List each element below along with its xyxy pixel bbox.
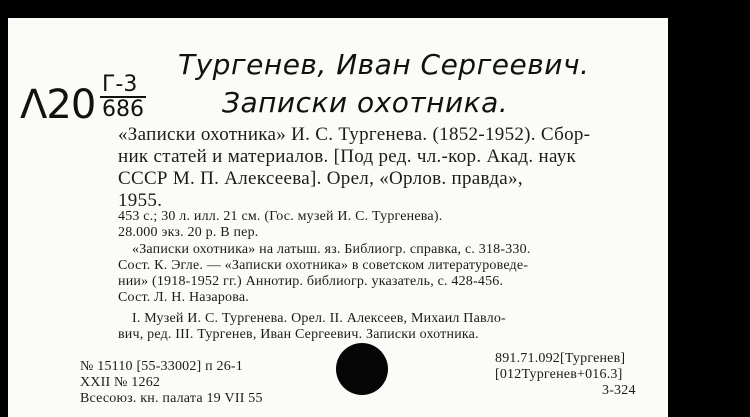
handwritten-author: Тургенев, Иван Сергеевич.: [178, 48, 590, 81]
physical-description: 453 с.; 30 л. илл. 21 см. (Гос. музей И. С. Тургенева).: [118, 209, 443, 224]
physical-description: 28.000 экз. 20 р. В пер.: [118, 225, 259, 240]
scan-border-right: [668, 0, 750, 417]
tracing-line: I. Музей И. С. Тургенева. Орел. II. Алексеев, Михаил Павло-: [132, 311, 506, 326]
punch-hole: [336, 343, 388, 395]
footer-left-line: № 15110 [55-33002] п 26-1: [80, 359, 243, 374]
call-number-fraction: [100, 74, 146, 122]
entry-line: 1955.: [118, 190, 163, 211]
entry-line: ник статей и материалов. [Под ред. чл.-кор. Акад. наук: [118, 146, 577, 167]
scan-border-top: [0, 0, 668, 18]
entry-line: СССР М. П. Алексеева]. Орел, «Орлов. правда»,: [118, 168, 523, 189]
footer-right-line: 3-324: [602, 383, 636, 398]
note-line: Сост. Л. Н. Назарова.: [118, 290, 249, 305]
tracing-line: вич, ред. III. Тургенев, Иван Сергеевич. Записки охотника.: [118, 327, 479, 342]
footer-right-line: 891.71.092[Тургенев]: [495, 351, 626, 366]
call-number-fraction-bottom: 686: [102, 97, 144, 122]
note-line: Сост. К. Эгле. — «Записки охотника» в советском литературоведе-: [118, 258, 529, 273]
scan-border-left: [0, 0, 8, 417]
entry-line: «Записки охотника» И. С. Тургенева. (1852-1952). Сбор-: [118, 124, 591, 145]
footer-left-line: XXII № 1262: [80, 375, 161, 390]
note-line: нии» (1918-1952 гг.) Аннотир. библиогр. указатель, с. 428-456.: [118, 274, 504, 289]
footer-right-line: [012Тургенев+016.3]: [495, 367, 623, 382]
footer-left-line: Всесоюз. кн. палата 19 VII 55: [80, 391, 263, 406]
call-number-fraction-top: Г-3: [100, 74, 146, 98]
call-number: Λ20: [20, 82, 96, 128]
note-line: «Записки охотника» на латыш. яз. Библиогр. справка, с. 318-330.: [132, 242, 531, 257]
handwritten-title: Записки охотника.: [222, 86, 509, 119]
